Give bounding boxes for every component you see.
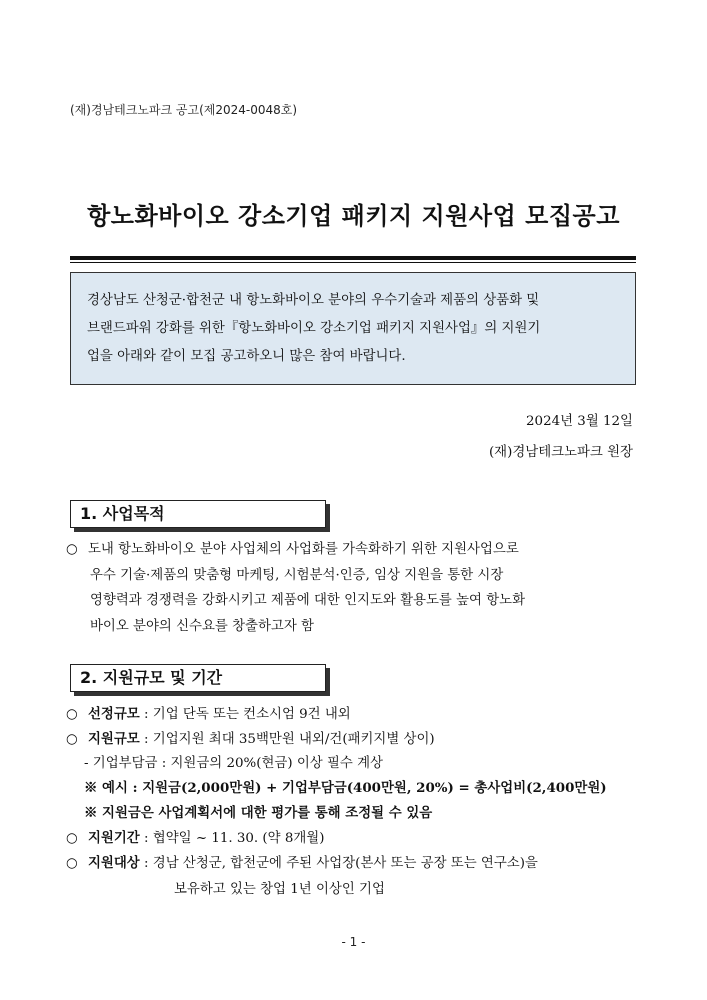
purpose-line: 우수 기술·제품의 맞춤형 마케팅, 시험분석·인증, 임상 지원을 통한 시장: [90, 567, 504, 583]
purpose-line: ○ 도내 항노화바이오 분야 사업체의 사업화를 가속화하기 위한 지원사업으로: [66, 537, 646, 563]
title-rule-thick: [70, 256, 636, 260]
circle-bullet-icon: ○: [66, 856, 78, 871]
support-scale-text: : 기업지원 최대 35백만원 내외/건(패키지별 상이): [144, 732, 435, 747]
support-target-item: [66, 852, 646, 871]
circle-bullet-icon: ○: [66, 707, 78, 722]
notice-number: (재)경남테크노파크 공고(제2024-0048호): [70, 103, 298, 117]
selection-scale-text: : 기업 단독 또는 컨소시엄 9건 내외: [144, 707, 351, 722]
support-period-label: 지원기간: [88, 830, 140, 846]
circle-bullet-icon: ○: [66, 831, 78, 846]
purpose-paragraph: [66, 537, 646, 639]
selection-scale-label: 선정규모: [88, 706, 140, 722]
example-note: ※ 예시 : 지원금(2,000만원) + 기업부담금(400만원, 20%) = 총사업비(2,400만원): [84, 780, 607, 796]
notice-date: 2024년 3월 12일: [526, 414, 633, 429]
support-target-label: 지원대상: [88, 855, 140, 871]
selection-scale-item: [66, 703, 646, 722]
adjustment-note: ※ 지원금은 사업계획서에 대한 평가를 통해 조정될 수 있음: [84, 805, 433, 821]
company-burden-item: - 기업부담금 : 지원금의 20%(현금) 이상 필수 계상: [84, 756, 383, 771]
title-rule-thin: [70, 262, 636, 263]
support-scale-label: 지원규모: [88, 731, 140, 747]
support-scale-item: [66, 728, 646, 747]
section-header-scale-period: 2. 지원규모 및 기간: [70, 664, 326, 692]
circle-bullet-icon: ○: [66, 542, 78, 557]
support-target-text: : 경남 산청군, 합천군에 주된 사업장(본사 또는 공장 또는 연구소)을: [144, 856, 538, 871]
summary-line: 브랜드파워 강화를 위한『항노화바이오 강소기업 패키지 지원사업』의 지원기: [87, 321, 541, 336]
page-number: - 1 -: [341, 935, 366, 949]
support-period-item: [66, 827, 646, 846]
summary-line: 업을 아래와 같이 모집 공고하오니 많은 참여 바랍니다.: [87, 349, 406, 364]
support-target-continuation: 보유하고 있는 창업 1년 이상인 기업: [174, 882, 385, 897]
circle-bullet-icon: ○: [66, 732, 78, 747]
support-period-text: : 협약일 ~ 11. 30. (약 8개월): [144, 831, 325, 846]
summary-box: [70, 272, 636, 385]
issuer-name: (재)경남테크노파크 원장: [488, 445, 633, 460]
purpose-line: 바이오 분야의 신수요를 창출하고자 함: [90, 618, 314, 634]
summary-line: 경상남도 산청군·합천군 내 항노화바이오 분야의 우수기술과 제품의 상품화 및: [87, 293, 540, 308]
purpose-line: 영향력과 경쟁력을 강화시키고 제품에 대한 인지도와 활용도를 높여 항노화: [90, 593, 526, 608]
section-header-purpose: 1. 사업목적: [70, 500, 326, 528]
page-title: 항노화바이오 강소기업 패키지 지원사업 모집공고: [87, 202, 620, 230]
